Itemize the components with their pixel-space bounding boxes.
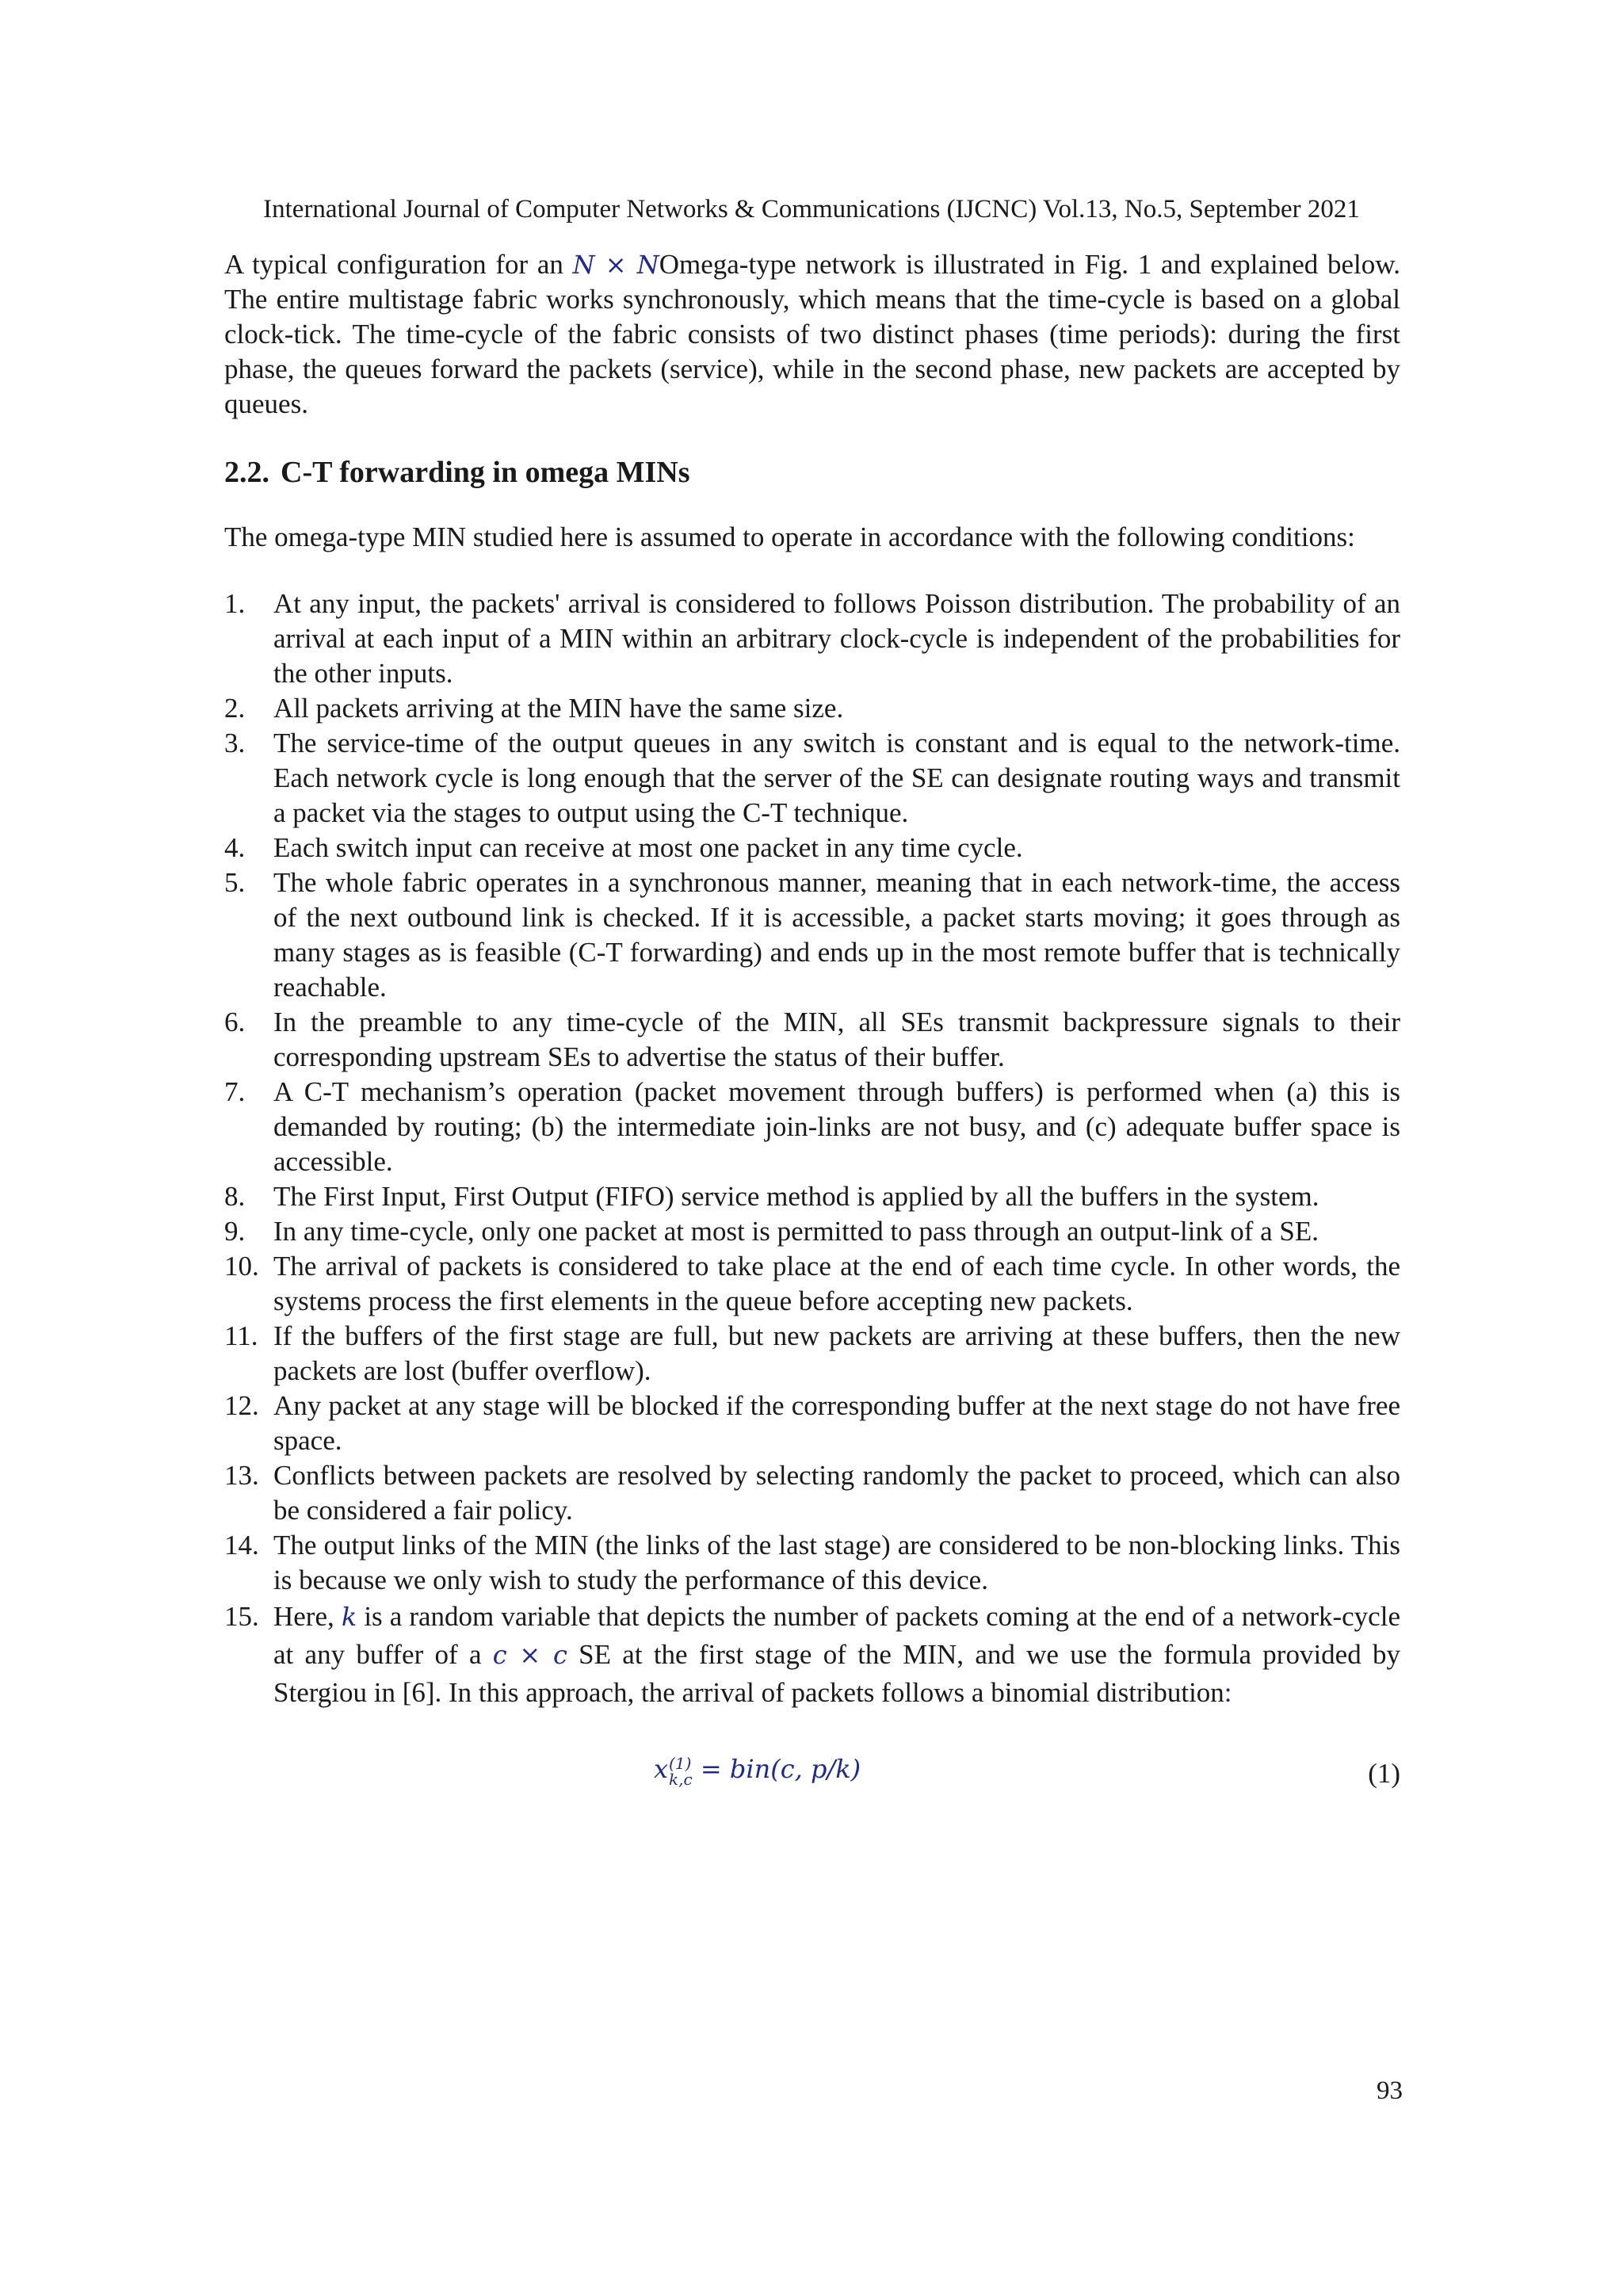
equation-lhs-var: x <box>654 1754 669 1784</box>
condition-item <box>224 586 1400 691</box>
condition-item <box>224 1249 1400 1319</box>
intro-text-start: A typical configuration for an <box>224 249 573 280</box>
condition-number: 13. <box>224 1460 259 1491</box>
condition-item <box>224 1075 1400 1179</box>
condition-number: 11. <box>224 1320 258 1351</box>
condition-number: 14. <box>224 1530 259 1561</box>
condition-item <box>224 1319 1400 1389</box>
condition-item <box>224 726 1400 831</box>
page-number: 93 <box>1377 2076 1403 2105</box>
condition-text: Any packet at any stage will be blocked if the corresponding buffer at the next stage do not have free space. <box>273 1390 1400 1456</box>
section-number: 2.2. <box>224 456 269 489</box>
condition-item <box>224 1005 1400 1075</box>
equation-rhs: = bin(c, p/k) <box>692 1754 861 1784</box>
section-heading <box>224 453 1400 491</box>
condition-number: 10. <box>224 1251 259 1282</box>
condition-text: In the preamble to any time-cycle of the MIN, all SEs transmit backpressure signals to their corresponding upstream SEs to advertise the status of their buffer. <box>273 1007 1400 1072</box>
condition-number: 6. <box>224 1007 246 1037</box>
condition-15-colon: : <box>1224 1677 1232 1708</box>
condition-text: Conflicts between packets are resolved by selecting randomly the packet to proceed, which can also be considered a fair policy. <box>273 1460 1400 1526</box>
condition-number: 15. <box>224 1601 259 1632</box>
condition-15-text-c: SE at the first stage of the MIN, and we use the formula provided by Stergiou in [6]. In this approach, the arrival of packets follows a binomial distribution <box>273 1639 1401 1708</box>
condition-text: The arrival of packets is considered to take place at the end of each time cycle. In other words, the systems process the first elements in the queue before accepting new packets. <box>273 1251 1400 1316</box>
condition-text: The First Input, First Output (FIFO) service method is applied by all the buffers in the system. <box>273 1181 1319 1212</box>
condition-text: If the buffers of the first stage are full, but new packets are arriving at these buffers, then the new packets are lost (buffer overflow). <box>273 1320 1400 1386</box>
condition-text: In any time-cycle, only one packet at most is permitted to pass through an output-link of a SE. <box>273 1216 1319 1247</box>
intro-text-rest: Omega-type network is illustrated in Fig. 1 and explained below. The entire multistage fabric works synchronously, which means that the time-cycle is based on a global clock-tick. The time-cycle of the fabric consists of two distinct phases (time periods): during the first phase, the queues forward the packets (service), while in the second phase, new packets are accepted by queues. <box>224 249 1401 419</box>
k-math: k <box>341 1602 357 1632</box>
condition-text: A C-T mechanism’s operation (packet movement through buffers) is performed when (a) this is demanded by routing; (b) the intermediate join-links are not busy, and (c) adequate buffer space is accessible. <box>273 1076 1400 1177</box>
condition-number: 2. <box>224 693 246 724</box>
condition-item <box>224 1214 1400 1249</box>
equation-lhs-sup: (1) <box>669 1753 692 1773</box>
condition-item <box>224 1389 1400 1458</box>
condition-item <box>224 691 1400 726</box>
condition-item <box>224 865 1400 1005</box>
condition-number: 1. <box>224 588 246 619</box>
condition-number: 4. <box>224 832 246 863</box>
equation-number: (1) <box>1368 1758 1400 1789</box>
journal-header: International Journal of Computer Networks & Communications (IJCNC) Vol.13, No.5, September 2021 <box>263 195 1360 223</box>
condition-item-15 <box>224 1598 1400 1712</box>
equation-formula <box>654 1752 861 1787</box>
condition-text: The output links of the MIN (the links of the last stage) are considered to be non-blocking links. This is because we only wish to study the performance of this device. <box>273 1530 1400 1595</box>
condition-15-text-a: Here, <box>273 1601 342 1632</box>
condition-number: 12. <box>224 1390 259 1421</box>
condition-number: 5. <box>224 867 246 898</box>
condition-item <box>224 1458 1400 1528</box>
condition-number: 9. <box>224 1216 246 1247</box>
condition-text: At any input, the packets' arrival is considered to follows Poisson distribution. The probability of an arrival at each input of a MIN within an arbitrary clock-cycle is independent of the probabilities for the other inputs. <box>273 588 1400 689</box>
equation-lhs-sub: k,c <box>669 1769 693 1789</box>
c-by-c-math: c × c <box>492 1640 567 1670</box>
conditions-intro: The omega-type MIN studied here is assumed to operate in accordance with the following conditions: <box>224 521 1355 552</box>
condition-item <box>224 831 1400 865</box>
condition-item <box>224 1528 1400 1598</box>
page-body <box>224 247 1400 1799</box>
equation-1 <box>224 1752 1400 1799</box>
condition-number: 8. <box>224 1181 246 1212</box>
n-by-n-math: N × N <box>572 250 659 280</box>
condition-text: Each switch input can receive at most one packet in any time cycle. <box>273 832 1023 863</box>
condition-15-text-b: is a random variable that depicts the number of packets coming at the end of a network-cycle at any buffer of a <box>273 1601 1400 1670</box>
condition-number: 7. <box>224 1076 246 1107</box>
conditions-list <box>224 586 1400 1712</box>
intro-paragraph <box>224 247 1400 422</box>
condition-text: All packets arriving at the MIN have the same size. <box>273 693 844 724</box>
condition-text: The whole fabric operates in a synchronous manner, meaning that in each network-time, the access of the next outbound link is checked. If it is accessible, a packet starts moving; it goes through as many stages as is feasible (C-T forwarding) and ends up in the most remote buffer that is technically reachable. <box>273 867 1400 1003</box>
condition-item <box>224 1179 1400 1214</box>
condition-number: 3. <box>224 728 246 758</box>
condition-text: The service-time of the output queues in any switch is constant and is equal to the network-time. Each network cycle is long enough that the server of the SE can designate routing ways and transmit a packet via the stages to output using the C-T technique. <box>273 728 1400 828</box>
section-title: C-T forwarding in omega MINs <box>281 456 690 489</box>
